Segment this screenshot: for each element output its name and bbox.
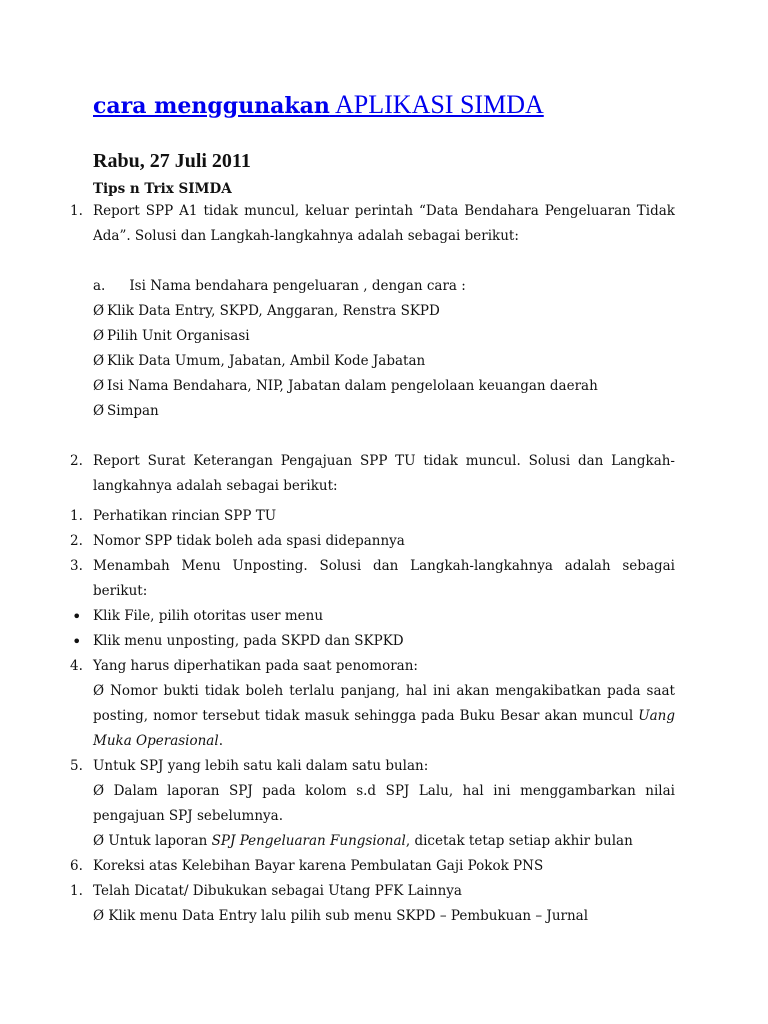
list-item	[0, 504, 768, 529]
step-item	[93, 324, 768, 349]
bullet-text: Klik File, pilih otoritas user menu	[93, 608, 324, 624]
list-item-text: Yang harus diperhatikan pada saat penomoran:	[93, 658, 418, 674]
title-lead: cara menggunakan	[93, 93, 330, 119]
step-text: Klik Data Umum, Jabatan, Ambil Kode Jabatan	[107, 353, 426, 369]
bullet-icon: •	[72, 632, 82, 651]
note-text: Klik menu Data Entry lalu pilih sub menu SKPD – Pembukuan – Jurnal	[104, 908, 589, 924]
note-paragraph	[93, 829, 675, 854]
sub-item-text: Isi Nama bendahara pengeluaran , dengan cara :	[129, 278, 466, 294]
note-text: Dalam laporan SPJ pada kolom s.d SPJ Lalu, hal ini menggambarkan nilai pengajuan SPJ sebelumnya.	[93, 783, 675, 824]
step-item	[93, 299, 768, 324]
bullet-item	[0, 604, 768, 629]
list-item-text: Report Surat Keterangan Pengajuan SPP TU tidak muncul. Solusi dan Langkah-langkahnya adalah sebagai berikut:	[93, 453, 675, 494]
note-text: Nomor bukti tidak boleh terlalu panjang, hal ini akan mengakibatkan pada saat posting, nomor tersebut tidak masuk sehingga pada Buku Besar akan muncul	[93, 683, 675, 724]
list-item	[0, 554, 768, 604]
list-marker: 6.	[70, 858, 83, 874]
list-item-text: Untuk SPJ yang lebih satu kali dalam satu bulan:	[93, 758, 429, 774]
step-item	[93, 374, 768, 399]
note-paragraph	[93, 904, 768, 929]
sub-marker: a.	[93, 278, 106, 294]
list-marker: 1.	[70, 883, 83, 899]
list-item-text: Report SPP A1 tidak muncul, keluar perintah “Data Bendahara Pengeluaran Tidak Ada”. Solusi dan Langkah-langkahnya adalah sebagai berikut:	[93, 203, 675, 244]
list-marker: 2.	[70, 533, 83, 549]
list-item	[0, 654, 768, 679]
post-date: Rabu, 27 Juli 2011	[93, 150, 251, 172]
list-item	[0, 854, 768, 879]
list-item	[0, 879, 768, 904]
list-item	[0, 199, 768, 249]
spacer	[0, 249, 768, 274]
bullet-text: Klik menu unposting, pada SKPD dan SKPKD	[93, 633, 404, 649]
post-subhead: Tips n Trix SIMDA	[93, 181, 232, 197]
step-text: Klik Data Entry, SKPD, Anggaran, Renstra SKPD	[107, 303, 440, 319]
list-item	[0, 449, 768, 499]
arrow-icon: Ø	[93, 908, 105, 924]
note-emphasis: Uang Muka Operasional	[93, 708, 675, 749]
spacer	[0, 424, 768, 449]
list-item-text: Telah Dicatat/ Dibukukan sebagai Utang PFK Lainnya	[93, 883, 462, 899]
arrow-icon: Ø	[93, 353, 105, 369]
list-marker: 1.	[70, 508, 83, 524]
step-text: Simpan	[107, 403, 159, 419]
bullet-item	[0, 629, 768, 654]
sub-item	[93, 274, 768, 299]
arrow-icon: Ø	[93, 783, 105, 799]
note-emphasis: SPJ Pengeluaran Fungsional	[211, 833, 406, 849]
step-item	[93, 399, 768, 424]
note-paragraph	[93, 679, 675, 754]
list-item-text: Nomor SPP tidak boleh ada spasi didepannya	[93, 533, 405, 549]
title-main: APLIKASI SIMDA	[335, 90, 544, 119]
arrow-icon: Ø	[93, 833, 105, 849]
arrow-icon: Ø	[93, 303, 105, 319]
step-text: Isi Nama Bendahara, NIP, Jabatan dalam pengelolaan keuangan daerah	[107, 378, 598, 394]
step-text: Pilih Unit Organisasi	[107, 328, 250, 344]
note-paragraph	[93, 779, 675, 829]
page-title-link[interactable]	[93, 88, 544, 123]
list-marker: 4.	[70, 658, 83, 674]
arrow-icon: Ø	[93, 683, 105, 699]
list-marker: 3.	[70, 558, 83, 574]
note-text-end: , dicetak tetap setiap akhir bulan	[405, 833, 633, 849]
step-item	[93, 349, 768, 374]
post-body	[0, 199, 768, 929]
note-text-end: .	[218, 733, 223, 749]
list-item-text: Koreksi atas Kelebihan Bayar karena Pembulatan Gaji Pokok PNS	[93, 858, 544, 874]
arrow-icon: Ø	[93, 328, 105, 344]
list-marker: 5.	[70, 758, 83, 774]
note-text: Untuk laporan	[104, 833, 212, 849]
list-item	[0, 754, 768, 779]
list-marker: 2.	[70, 453, 83, 469]
list-item-text: Perhatikan rincian SPP TU	[93, 508, 277, 524]
arrow-icon: Ø	[93, 403, 105, 419]
arrow-icon: Ø	[93, 378, 105, 394]
bullet-icon: •	[72, 607, 82, 626]
list-marker: 1.	[70, 203, 83, 219]
list-item	[0, 529, 768, 554]
list-item-text: Menambah Menu Unposting. Solusi dan Langkah-langkahnya adalah sebagai berikut:	[93, 558, 675, 599]
